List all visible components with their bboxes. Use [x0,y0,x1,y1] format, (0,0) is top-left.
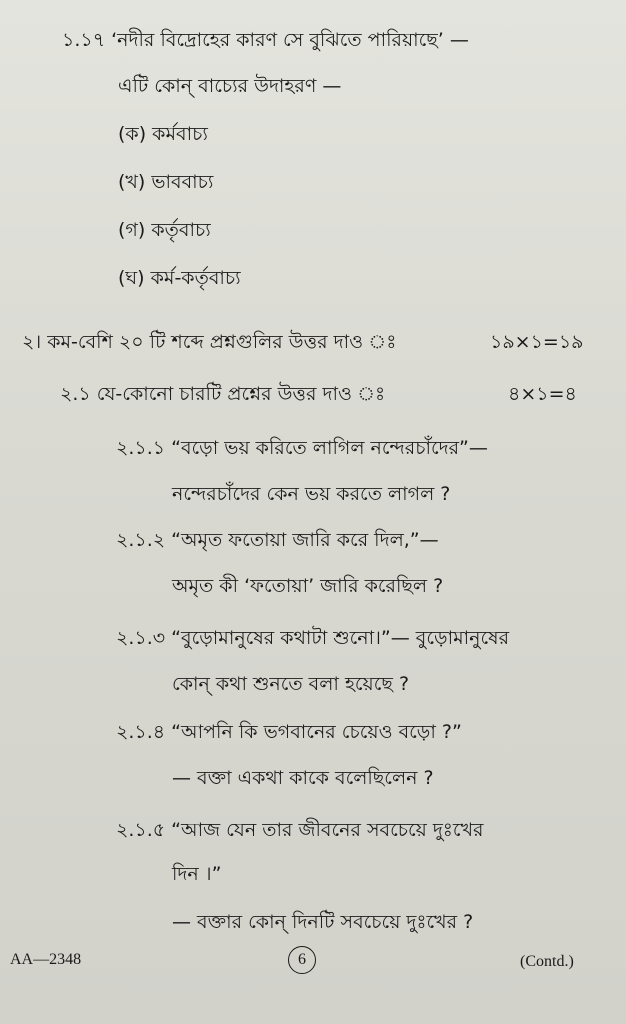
question-2-1-heading: ২.১ যে-কোনো চারটি প্রশ্নের উত্তর দাও ঃ [60,383,386,405]
sub-question-2-1-3: ২.১.৩ “বুড়োমানুষের কথাটা শুনো।”— বুড়োমানুষের [116,627,510,649]
option-kha: (খ) ভাববাচ্য [118,171,214,193]
sub-question-2-1-1-cont: নন্দেরচাঁদের কেন ভয় করতে লাগল ? [172,483,451,505]
sub-question-2-1-5-cont: দিন ।” [172,863,222,885]
sub-question-2-1-2-cont: অমৃত কী ‘ফতোয়া’ জারি করেছিল ? [172,575,444,597]
continued-label: (Contd.) [520,953,574,970]
sub-question-2-1-3-cont: কোন্ কথা শুনতে বলা হয়েছে ? [172,673,410,695]
option-ga: (গ) কর্তৃবাচ্য [118,219,211,241]
question-2-1-marks: ৪×১=৪ [508,383,577,405]
sub-question-2-1-4: ২.১.৪ “আপনি কি ভগবানের চেয়েও বড়ো ?” [116,721,462,743]
sub-question-2-1-4-cont: — বক্তা একথা কাকে বলেছিলেন ? [172,767,434,789]
sub-question-2-1-5-prompt: — বক্তার কোন্ দিনটি সবচেয়ে দুঃখের ? [172,911,474,933]
question-2-marks: ১৯×১=১৯ [490,331,584,353]
sub-question-2-1-2: ২.১.২ “অমৃত ফতোয়া জারি করে দিল,”— [116,529,439,551]
question-2-heading: ২। কম-বেশি ২০ টি শব্দে প্রশ্নগুলির উত্তর দাও ঃ [22,331,397,353]
paper-code: AA—2348 [10,951,82,968]
page-number: 6 [288,946,316,974]
question-1-17-prompt: এটি কোন্ বাচ্যের উদাহরণ — [118,75,342,97]
sub-question-2-1-5: ২.১.৫ “আজ যেন তার জীবনের সবচেয়ে দুঃখের [116,819,484,841]
question-1-17-text: ১.১৭ ‘নদীর বিদ্রোহের কারণ সে বুঝিতে পারিয়াছে’ — [62,29,469,51]
sub-question-2-1-1: ২.১.১ “বড়ো ভয় করিতে লাগিল নন্দেরচাঁদের”— [116,437,488,459]
option-gha: (ঘ) কর্ম-কর্তৃবাচ্য [118,267,241,289]
option-ka: (ক) কর্মবাচ্য [118,123,208,145]
